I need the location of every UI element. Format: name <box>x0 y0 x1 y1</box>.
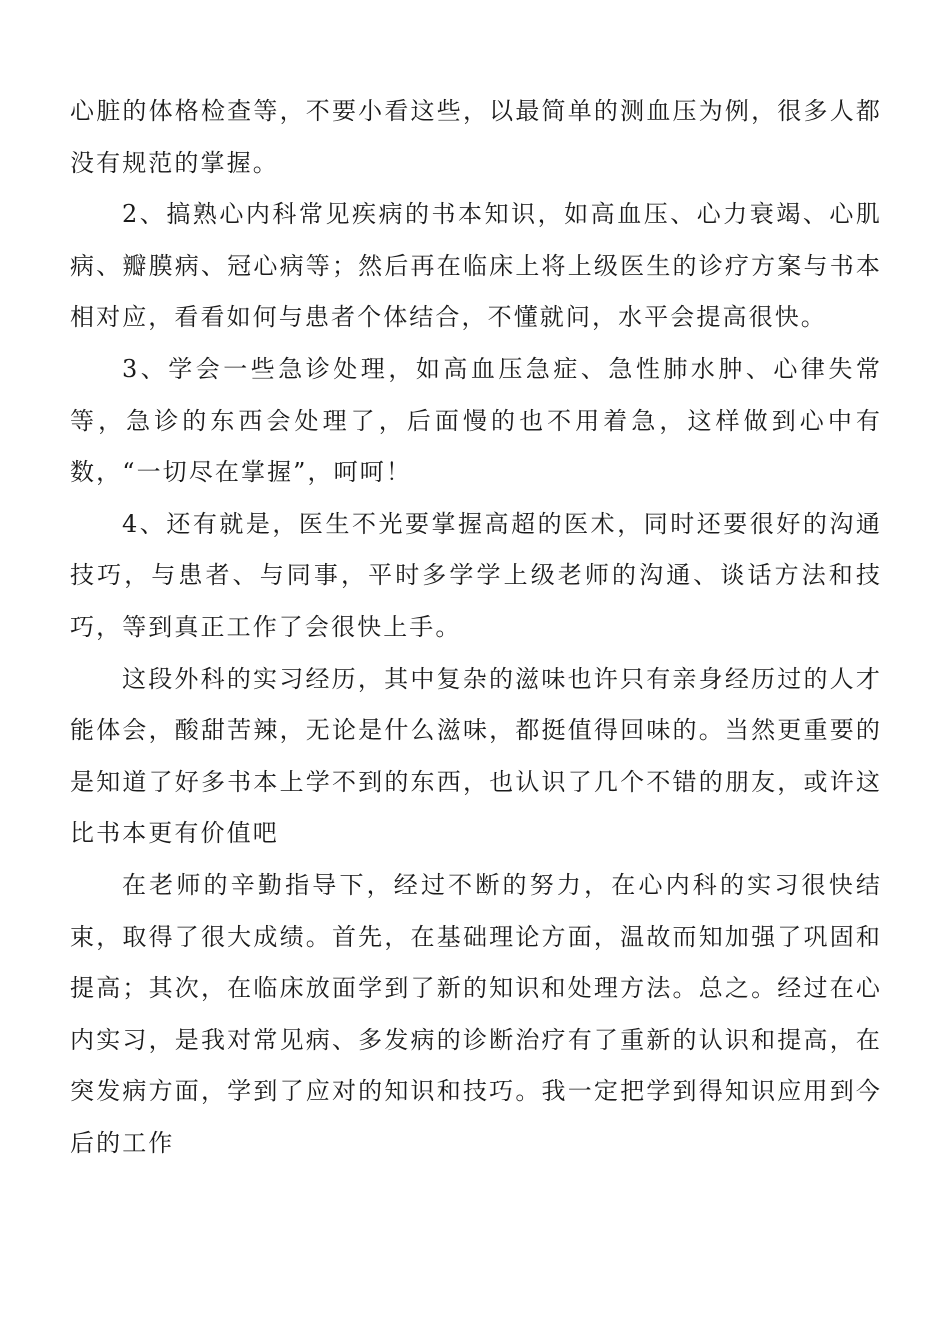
paragraph-continuation: 心脏的体格检查等，不要小看这些，以最简单的测血压为例，很多人都没有规范的掌握。 <box>70 97 882 177</box>
paragraph-item-2: 2、搞熟心内科常见疾病的书本知识，如高血压、心力衰竭、心肌病、瓣膜病、冠心病等；然后再在临床上将上级医生的诊疗方案与书本相对应，看看如何与患者个体结合，不懂就问，水平会提高很快。 <box>70 200 882 332</box>
paragraph-surgery-reflection: 这段外科的实习经历，其中复杂的滋味也许只有亲身经历过的人才能体会，酸甜苦辣，无论是什么滋味，都挺值得回味的。当然更重要的是知道了好多书本上学不到的东西，也认识了几个不错的朋友，或许这比书本更有价值吧 <box>70 664 882 848</box>
paragraph-item-3: 3、学会一些急诊处理，如高血压急症、急性肺水肿、心律失常等，急诊的东西会处理了，后面慢的也不用着急，这样做到心中有数，“一切尽在掌握”，呵呵！ <box>70 354 882 487</box>
paragraph-item-4: 4、还有就是，医生不光要掌握高超的医术，同时还要很好的沟通技巧，与患者、与同事，平时多学学上级老师的沟通、谈话方法和技巧，等到真正工作了会很快上手。 <box>70 509 882 641</box>
document-body <box>70 86 882 1169</box>
paragraph-cardiology-summary: 在老师的辛勤指导下，经过不断的努力，在心内科的实习很快结束，取得了很大成绩。首先，在基础理论方面，温故而知加强了巩固和提高；其次，在临床放面学到了新的知识和处理方法。总之。经过在心内实习，是我对常见病、多发病的诊断治疗有了重新的认识和提高，在突发病方面，学到了应对的知识和技巧。我一定把学到得知识应用到今后的工作 <box>70 870 882 1157</box>
